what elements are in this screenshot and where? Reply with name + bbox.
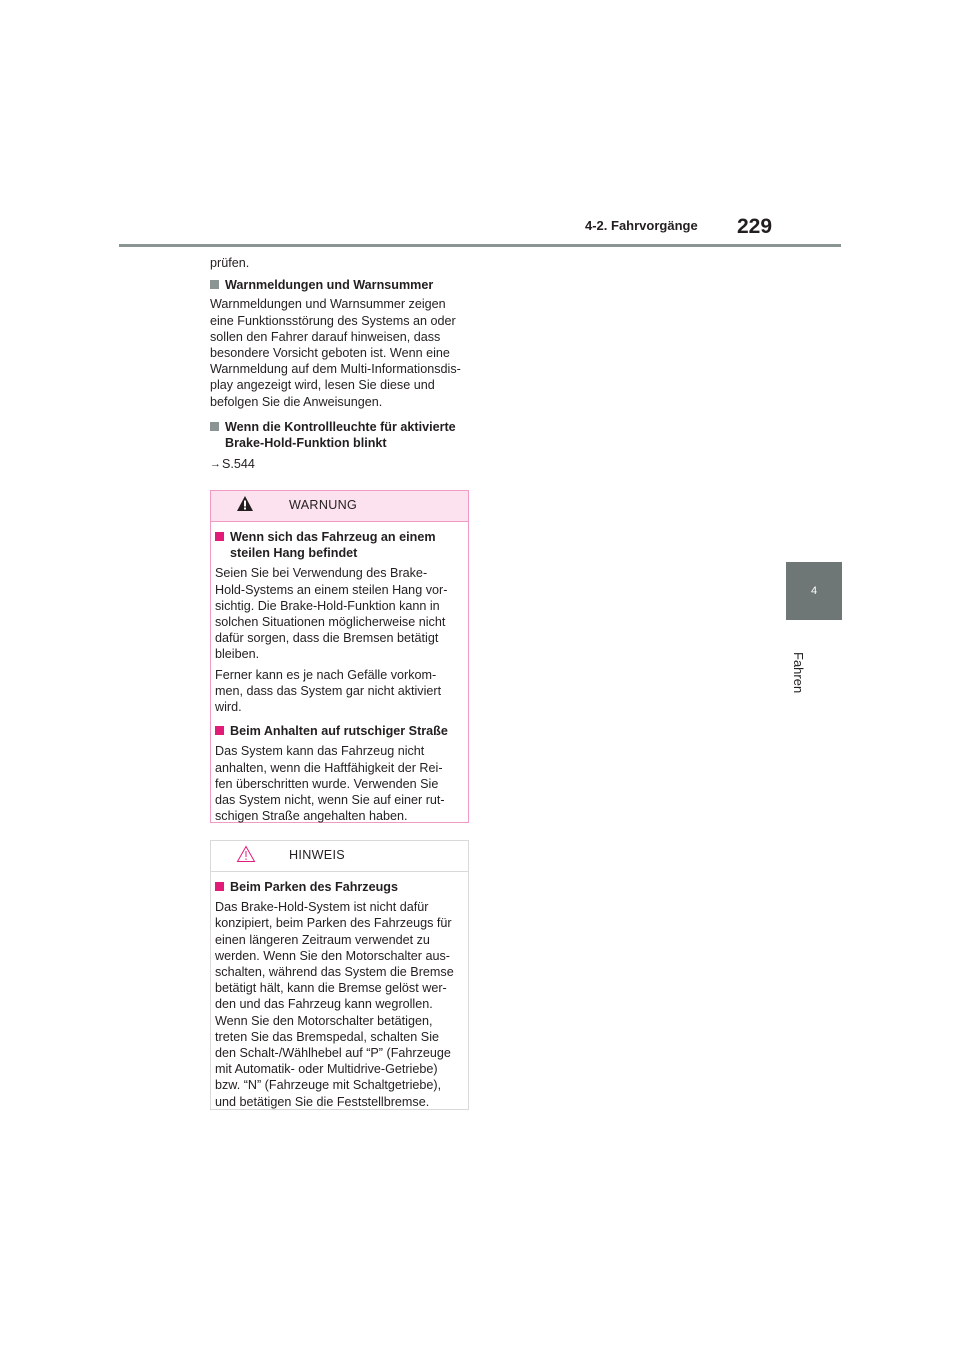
- body-line: Warnmeldung auf dem Multi-Informationsdis-: [210, 362, 461, 377]
- body-line: den Schalt-/Wählhebel auf “P” (Fahrzeuge: [215, 1046, 451, 1061]
- page-number: 229: [737, 215, 773, 238]
- heading-line: Wenn sich das Fahrzeug an einem: [230, 530, 436, 544]
- body-line: anhalten, wenn die Haftfähigkeit der Rei-: [215, 760, 443, 775]
- body-line: sollen den Fahrer darauf hinweisen, dass: [210, 329, 441, 344]
- body-line: betätigt hält, kann die Bremse gelöst wer-: [215, 981, 447, 996]
- bullet-square-icon: [215, 532, 224, 541]
- heading-line: Wenn die Kontrollleuchte für aktivierte: [225, 419, 456, 434]
- note-section-heading: [215, 879, 462, 895]
- body-line: schigen Straße angehalten haben.: [215, 809, 408, 824]
- body-line: besondere Vorsicht geboten ist. Wenn eine: [210, 346, 450, 361]
- body-line: wird.: [215, 700, 242, 715]
- body-line: prüfen.: [210, 256, 250, 270]
- warning-paragraph: [215, 565, 462, 662]
- body-line: den und das Fahrzeug kann wegrollen.: [215, 997, 433, 1012]
- body-line: Hold-Systems an einem steilen Hang vor-: [215, 582, 448, 597]
- note-body: [211, 872, 468, 1110]
- body-line: solchen Situationen möglicherweise nicht: [215, 615, 446, 630]
- warning-paragraph: [215, 743, 462, 824]
- bullet-square-icon: [215, 726, 224, 735]
- page-reference: S.544: [222, 457, 255, 472]
- body-line: schalten, während das System die Bremse: [215, 965, 454, 980]
- heading-line: Warnmeldungen und Warnsummer: [225, 278, 434, 293]
- body-line: Das System kann das Fahrzeug nicht: [215, 744, 425, 759]
- caution-outline-triangle-icon: [236, 845, 256, 863]
- body-line: Warnmeldungen und Warnsummer zeigen: [210, 297, 446, 312]
- warning-triangle-icon: [236, 495, 254, 513]
- main-text-column: [210, 255, 470, 472]
- body-line: und betätigen Sie die Feststellbremse.: [215, 1094, 430, 1109]
- body-line: play angezeigt wird, lesen Sie diese und: [210, 378, 435, 393]
- warning-header: [211, 491, 468, 522]
- body-line: werden. Wenn Sie den Motorschalter aus-: [215, 948, 450, 963]
- page-reference-link[interactable]: [210, 456, 470, 472]
- bullet-square-icon: [210, 280, 219, 289]
- note-box: [210, 840, 469, 1110]
- body-line: eine Funktionsstörung des Systems an oder: [210, 313, 456, 328]
- section-body: [210, 296, 470, 409]
- body-line: Das Brake-Hold-System ist nicht dafür: [215, 900, 429, 915]
- heading-line: Beim Anhalten auf rutschiger Straße: [230, 724, 448, 739]
- bullet-square-icon: [210, 422, 219, 431]
- warning-section-heading: [215, 529, 462, 561]
- body-line: bleiben.: [215, 647, 260, 662]
- body-line: konzipiert, beim Parken des Fahrzeugs für: [215, 916, 452, 931]
- body-line: fen überschritten wurde. Verwenden Sie: [215, 776, 439, 791]
- body-line: sichtig. Die Brake-Hold-Funktion kann in: [215, 598, 440, 613]
- chapter-tab[interactable]: [786, 562, 842, 620]
- body-line: dafür sorgen, dass die Bremsen betätigt: [215, 631, 439, 646]
- warning-paragraph: [215, 667, 462, 716]
- section-header: 4-2. Fahrvorgänge: [585, 218, 698, 233]
- body-line: Ferner kann es je nach Gefälle vorkom-: [215, 667, 437, 682]
- body-line: treten Sie das Bremspedal, schalten Sie: [215, 1029, 440, 1044]
- chapter-number: 4: [810, 585, 818, 597]
- heading-line: Beim Parken des Fahrzeugs: [230, 880, 398, 894]
- warning-section-heading: [215, 723, 462, 739]
- heading-line: steilen Hang befindet: [230, 546, 358, 561]
- note-paragraph: [215, 899, 462, 1110]
- warning-title: WARNUNG: [289, 498, 358, 512]
- header-divider: [119, 244, 841, 247]
- warning-box: [210, 490, 469, 823]
- body-line: Seien Sie bei Verwendung des Brake-: [215, 566, 428, 581]
- section-heading: [210, 277, 470, 293]
- note-title: HINWEIS: [289, 848, 345, 862]
- heading-line: Brake-Hold-Funktion blinkt: [225, 436, 387, 451]
- body-line: bzw. “N” (Fahrzeuge mit Schaltgetriebe),: [215, 1078, 442, 1093]
- chapter-label: Fahren: [791, 652, 806, 694]
- body-line: men, dass das System gar nicht aktiviert: [215, 683, 442, 698]
- arrow-right-icon: →: [210, 458, 221, 471]
- warning-body: [211, 522, 468, 824]
- section-heading: [210, 419, 470, 451]
- note-header: [211, 841, 468, 872]
- body-line: mit Automatik- oder Multidrive-Getriebe): [215, 1062, 438, 1077]
- body-line: das System nicht, wenn Sie auf einer rut-: [215, 793, 445, 808]
- body-line: Wenn Sie den Motorschalter betätigen,: [215, 1013, 433, 1028]
- bullet-square-icon: [215, 882, 224, 891]
- body-line: befolgen Sie die Anweisungen.: [210, 394, 383, 409]
- body-line: einen längeren Zeitraum verwendet zu: [215, 932, 430, 947]
